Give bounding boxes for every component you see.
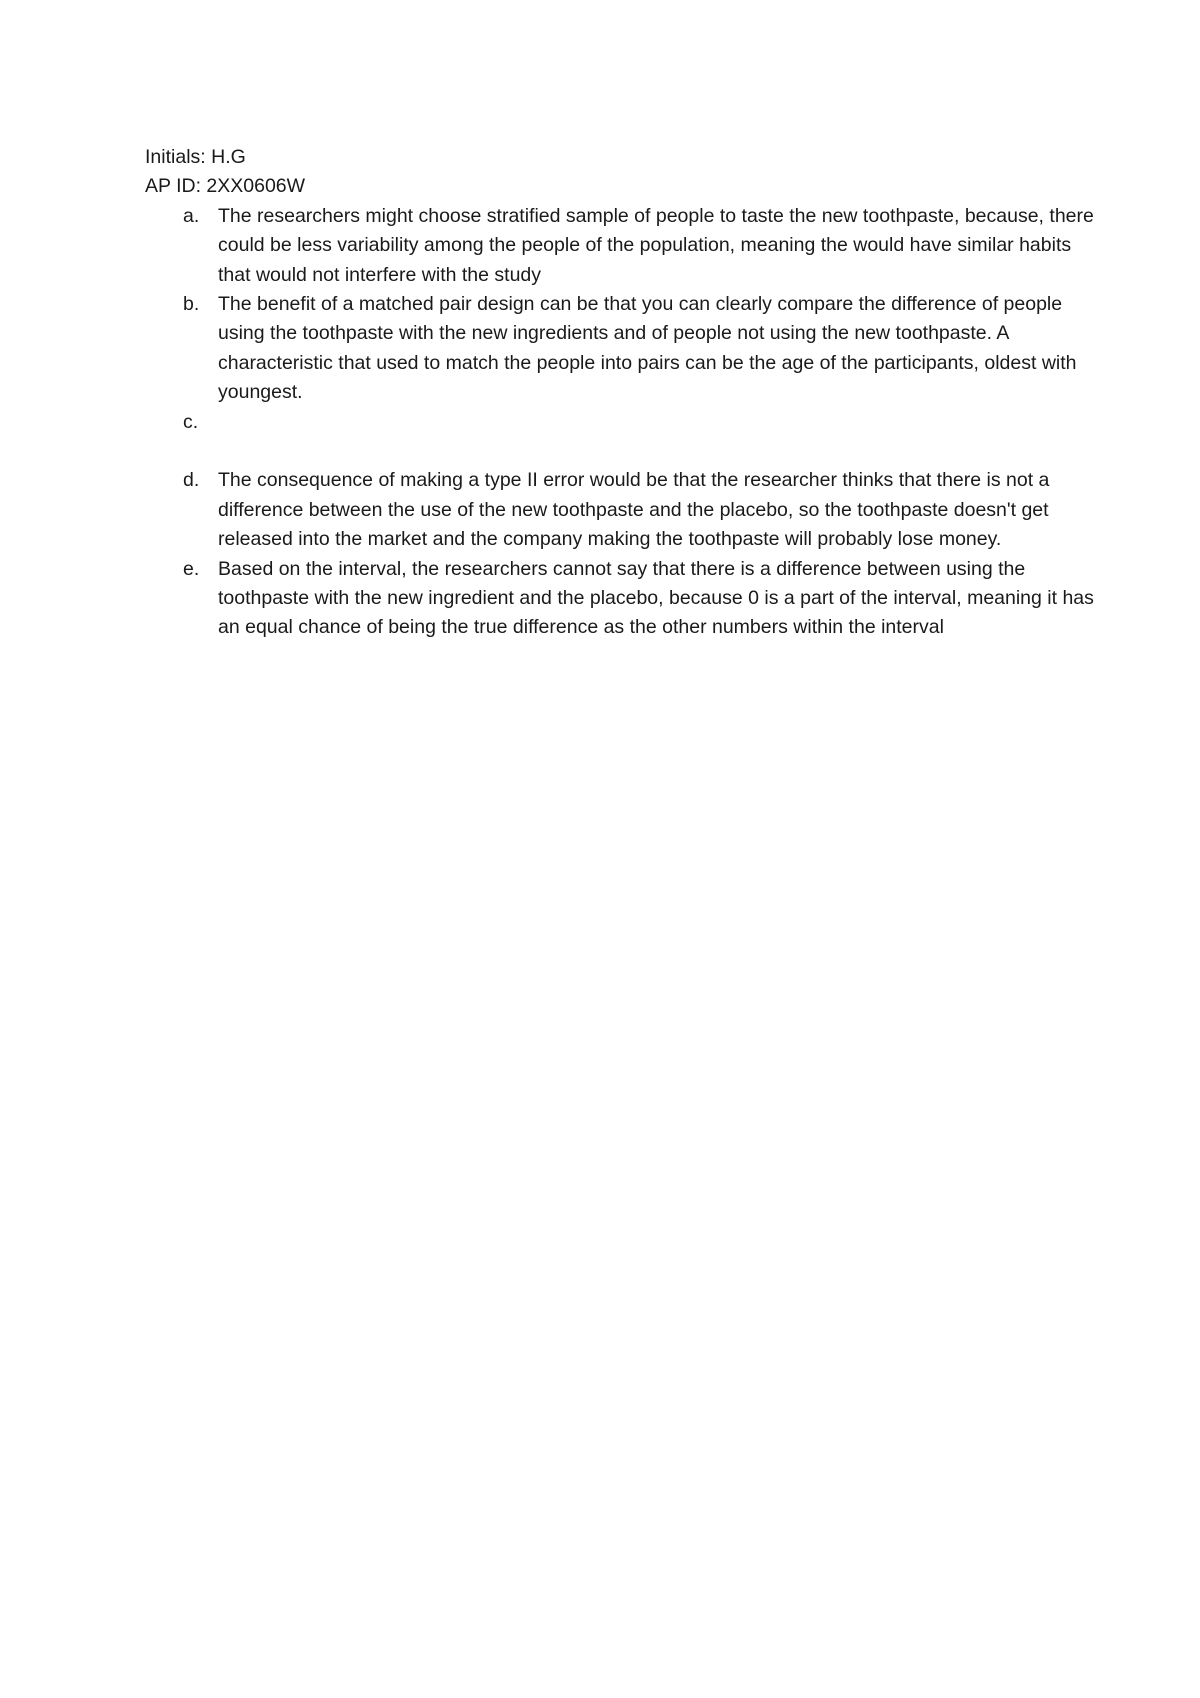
answer-list (145, 202, 1094, 643)
answer-d (145, 466, 1108, 554)
document-content (145, 143, 1094, 643)
answer-a-text: The researchers might choose stratified sample of people to taste the new toothpaste, because, there could be less variability among the people of the population, meaning the would have similar habits that would not interfere with the study (218, 204, 1094, 286)
answer-c-marker: c. (183, 410, 199, 433)
answer-b-text: The benefit of a matched pair design can be that you can clearly compare the difference of people using the toothpaste with the new ingredients and of people not using the new toothpaste. A characteristic that used to match the people into pairs can be the age of the participants, oldest with youngest. (218, 293, 1077, 404)
answer-a (145, 202, 1108, 290)
initials-line: Initials: H.G (145, 146, 246, 168)
answer-e-marker: e. (183, 557, 200, 580)
answer-c (145, 408, 1108, 437)
answer-e-text: Based on the interval, the researchers cannot say that there is a difference between using the toothpaste with the new ingredient and the placebo, because 0 is a part of the interval, meaning it has an equal chance of being the true difference as the other numbers within the interval (218, 557, 1094, 639)
answer-d-marker: d. (183, 469, 200, 492)
answer-e (145, 555, 1108, 643)
answer-a-marker: a. (183, 204, 200, 227)
answer-b-marker: b. (183, 293, 200, 316)
answer-b (145, 290, 1108, 408)
answer-d-text: The consequence of making a type II error would be that the researcher thinks that there is not a difference between the use of the new toothpaste and the placebo, so the toothpaste doesn't get released into the market and the company making the toothpaste will probably lose money. (218, 469, 1050, 551)
ap-id-line: AP ID: 2XX0606W (145, 175, 306, 198)
